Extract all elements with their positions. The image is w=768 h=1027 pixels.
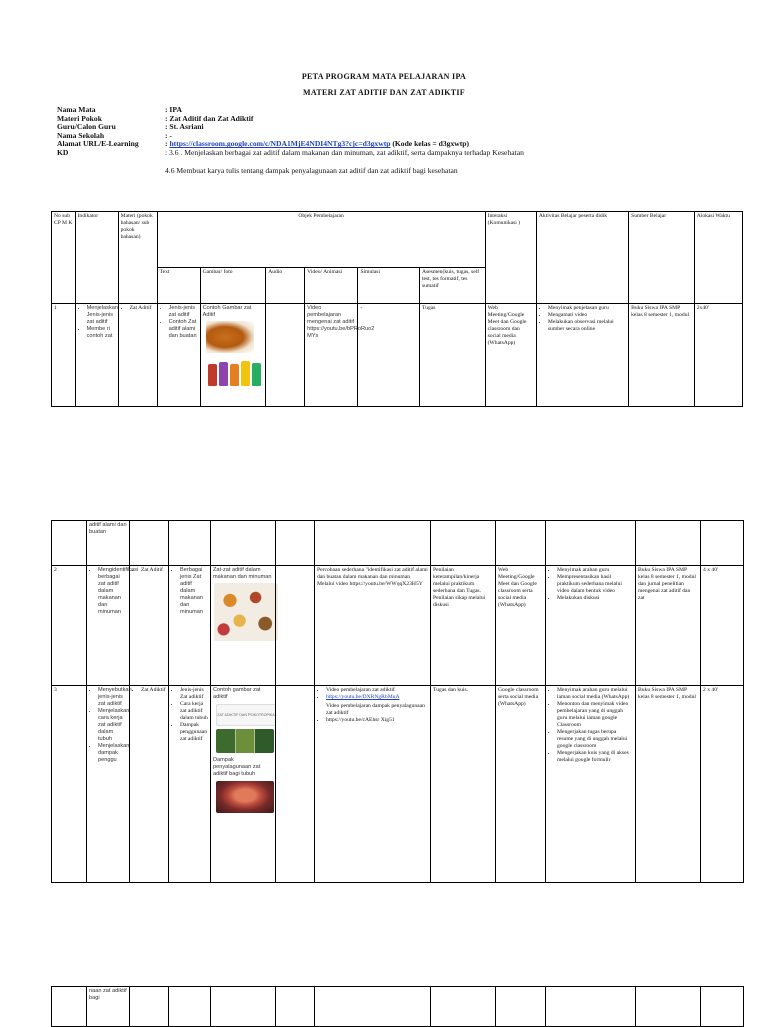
meta-row-subject: Nama Mata : IPA bbox=[57, 105, 182, 114]
table-row-3-continued: naan zat adiktif bagi bbox=[52, 987, 744, 1027]
header-asesmen: Asesmen(kuis, tugas, self test, tes formatif, tes sumatif bbox=[419, 268, 485, 304]
header-aktivitas: Aktivitas Belajar peserta didik bbox=[536, 212, 628, 304]
additive-foods-image bbox=[214, 583, 278, 641]
meta-row-teacher: Guru/Calon Guru : St. Asriani bbox=[57, 122, 204, 132]
header-text: Text bbox=[157, 268, 200, 304]
program-table bbox=[51, 211, 743, 407]
food-coloring-bottles-image bbox=[206, 356, 262, 386]
header-audio: Audio bbox=[266, 268, 305, 304]
header-no: No sub CP M K bbox=[52, 212, 76, 304]
table-row-3: 3 • Menyebutkan jenis-jenis zat adiktif • Menjelaskan cara kerja zat adiktif dalam tubuh • Menjelaskan dampak penggu • Zat Adiktif • Jenis-jenis Zat adiktif • Cara kerja zat adiktif dalam tubuh • Dampak penggunaan zat adiktif Contoh gambar zat adiktif ZAT ADIKTIF DAN PSIKOTROPIKA Dampak penyalagunaan zat adiktif bagi tubuh • Video pembelajaran zat adiktif • https://youtu.be/DXRNgRbMuA Video pembelajaran dampak penyalagunaan zat adiktif • https://youtu.be/cAEhsr Xig51 Tugas dan kuis. Google classroom serta social media (WhatsApp) • Menyimak arahan guru melalui laman social media (WhatsApp) • Menonton dan menyimak video pembelajaran yang di unggah guru melalui laman google Classroom • Mengerjakan tugas berupa resume yang di unggah melalui google classroom • Mengerjakan kuis yang di akses melalui google formulir Buku Siswa IPA SMP kelas 8 semester 1, modul 2 x 40' bbox=[52, 686, 744, 883]
video-link-dampak[interactable]: https://youtu.be/cAEhsr Xig51 bbox=[326, 717, 395, 723]
header-row-1 bbox=[52, 212, 743, 268]
header-objek: Objek Pembelajaran bbox=[157, 212, 485, 268]
document-title: PETA PROGRAM MATA PELAJARAN IPA bbox=[301, 72, 467, 81]
header-materi: Materi (pokok bahasan/ sub pokok bahasan) bbox=[118, 212, 157, 304]
addictive-substances-image: ZAT ADIKTIF DAN PSIKOTROPIKA bbox=[216, 704, 276, 726]
header-interaksi: Interaksi (Komunikasi ) bbox=[485, 212, 536, 304]
document-subtitle: MATERI ZAT ADITIF DAN ZAT ADIKTIF bbox=[302, 88, 465, 97]
classroom-link[interactable]: https://classroom.google.com/c/NDA1MjE4NDI4NTg3?cjc=d3gxwtp bbox=[169, 139, 391, 149]
kd-2: 4.6 Membuat karya tulis tentang dampak penyalagunaan zat aditif dan zat adiktif bagi kesehatan bbox=[165, 165, 458, 175]
program-table-page-3 bbox=[51, 986, 744, 1027]
body-impact-image bbox=[216, 781, 274, 813]
meta-row-kd: KD : 3.6 . Menjelaskan berbagai zat aditif dalam makanan dan minuman, zat adiktif, serta dampaknya terhadap Kesehatan bbox=[57, 147, 524, 157]
turmeric-image bbox=[206, 321, 254, 353]
header-alokasi: Alokasi Waktu bbox=[694, 212, 742, 304]
video-link-zat-adiktif[interactable]: https://youtu.be/DXRNgRbMuA bbox=[326, 694, 400, 700]
header-sumber: Sumber Belajar bbox=[629, 212, 695, 304]
table-row-1: 1 • Menjelaskan Jenis-jenis zat aditif • Membe ri contoh zat • Zat Aditif • Jenis-jenis zat aditif • Contoh Zat aditif alami dan buatan Contoh Gambar zat Aditif Video pembelajaran mengenai zat aditif https://youtu.be/bPRoRuo2 MYs - Tugas Web Meeting/Google Meet dan Google classroom dan social media (WhatsApp) • Menyimak penjelasan guru • Mengamati video • Melakukan observasi melalui sumber secara online Buku Siswa IPA SMP kelas 8 semester 1, modul 2x40' bbox=[52, 304, 743, 407]
program-table-page-2 bbox=[51, 520, 744, 883]
header-gambar: Gambar/ foto bbox=[200, 268, 266, 304]
meta-row-url: Alamat URL/E-Learning : https://classroom.google.com/c/NDA1MjE4NDI4NTg3?cjc=d3gxwtp (Kode kelas = d3gxwtp) bbox=[57, 139, 470, 149]
table-row-2: 2 • Mengidentifikasi berbagai zat aditif dalam makanan dan minuman • Zat Aditif • Berbagai jenis Zat aditif dalam makanan dan minuman Zat-zat aditif dalam makanan dan minuman Percobaan sederhana "identifikasi zat aditif alami dan buatan dalam makanan dan minuman Melalui video https://youtu.be/WWqqX23H5Y Penilaian keterampilan/kinerja melalui praktikum sederhana dan Tugas. Penilaian sikap melalui diskusi Web Meeting/Google Meet dan Google classroom serta social media (WhatsApp) • Menyimak arahan guru • Mempresentasikan hasil praktikum sederhana melalui video dalam bentuk video • Melakukan diskusi Buku Siswa IPA SMP kelas 8 semester 1, modul dan jurnal penelitian mengenai zat aditif dan zat 4 x 40' bbox=[52, 566, 744, 686]
header-video: Video/ Animasi bbox=[305, 268, 358, 304]
table-row-1-continued: aditif alami dan buatan bbox=[52, 521, 744, 566]
header-indikator: Indikator bbox=[75, 212, 118, 304]
header-simulasi: Simulasi bbox=[358, 268, 420, 304]
meta-block bbox=[57, 106, 737, 175]
addictive-plants-image bbox=[216, 729, 274, 753]
meta-row-school: Nama Sekolah : - bbox=[57, 130, 172, 140]
meta-row-topic: Materi Pokok : Zat Aditif dan Zat Adiktif bbox=[57, 113, 254, 123]
